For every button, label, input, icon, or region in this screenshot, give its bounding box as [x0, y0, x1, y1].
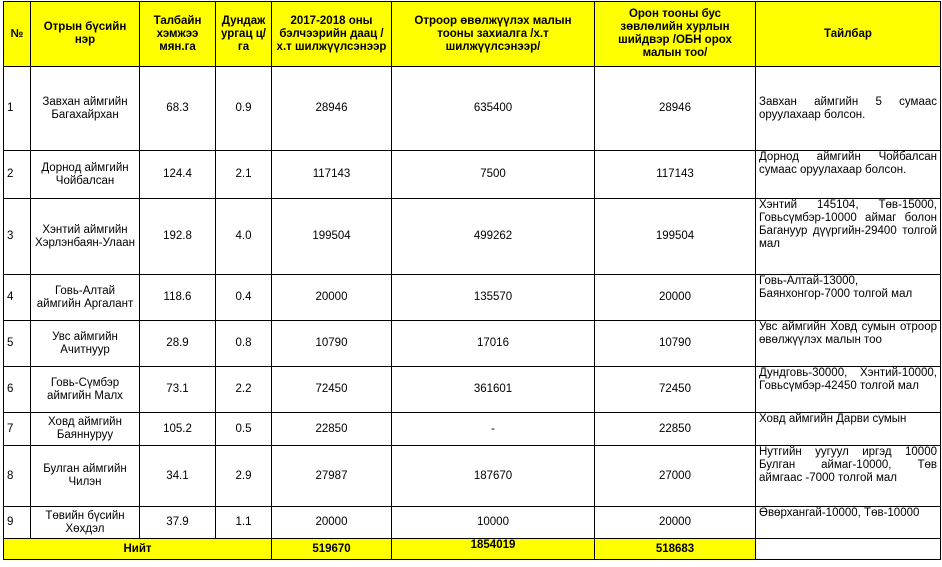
cell-stock: 72450 — [272, 367, 392, 413]
cell-name: Төвийн бүсийн Хөхдэл — [31, 507, 140, 539]
cell-stock: 27987 — [272, 446, 392, 507]
table-row — [4, 507, 941, 539]
cell-yield: 4.0 — [216, 199, 272, 275]
cell-no: 5 — [4, 321, 31, 367]
cell-stock: 22850 — [272, 413, 392, 446]
cell-area: 105.2 — [140, 413, 216, 446]
cell-no: 6 — [4, 367, 31, 413]
cell-no: 8 — [4, 446, 31, 507]
cell-request: 10000 — [392, 507, 595, 539]
header-no: № — [4, 2, 31, 67]
total-request: 1854019 — [392, 539, 595, 560]
total-approved: 518683 — [595, 539, 756, 560]
cell-note: Увс аймгийн Ховд сумын отроор өвөлжүүлэх малын тоо — [756, 321, 941, 367]
header-row — [4, 2, 941, 67]
cell-request: 17016 — [392, 321, 595, 367]
cell-note: Хэнтий 145104, Төв-15000, Говьсүмбэр-10000 аймаг болон Багануур дүүргийн-29400 толгой мал — [756, 199, 941, 275]
header-request: Отроор өвөлжүүлэх малын тооны захиалга /х.т шилжүүлсэнээр/ — [392, 2, 595, 67]
cell-stock: 117143 — [272, 151, 392, 199]
cell-area: 118.6 — [140, 275, 216, 321]
cell-stock: 199504 — [272, 199, 392, 275]
cell-area: 37.9 — [140, 507, 216, 539]
table-row — [4, 67, 941, 151]
table-row — [4, 446, 941, 507]
cell-no: 3 — [4, 199, 31, 275]
cell-approved: 199504 — [595, 199, 756, 275]
cell-name: Завхан аймгийн Багахайрхан — [31, 67, 140, 151]
cell-name: Говь-Сүмбэр аймгийн Малх — [31, 367, 140, 413]
cell-stock: 28946 — [272, 67, 392, 151]
cell-request: 135570 — [392, 275, 595, 321]
livestock-table — [3, 1, 941, 560]
cell-yield: 0.9 — [216, 67, 272, 151]
header-approved: Орон тооны бус зөвлөлийн хурлын шийдвэр /ОБН орох малын тоо/ — [595, 2, 756, 67]
table-row — [4, 321, 941, 367]
cell-yield: 0.4 — [216, 275, 272, 321]
cell-stock: 20000 — [272, 507, 392, 539]
total-note-empty — [756, 539, 941, 560]
cell-no: 1 — [4, 67, 31, 151]
cell-approved: 72450 — [595, 367, 756, 413]
cell-area: 192.8 — [140, 199, 216, 275]
total-stock: 519670 — [272, 539, 392, 560]
cell-no: 2 — [4, 151, 31, 199]
cell-note: Завхан аймгийн 5 сумаас оруулахаар болсон. — [756, 67, 941, 151]
header-stock: 2017-2018 оны бэлчээрийн даац /х.т шилжүүлсэнээр — [272, 2, 392, 67]
total-row — [4, 539, 941, 560]
cell-approved: 117143 — [595, 151, 756, 199]
cell-yield: 2.2 — [216, 367, 272, 413]
cell-yield: 1.1 — [216, 507, 272, 539]
cell-approved: 28946 — [595, 67, 756, 151]
cell-note: Өвөрхангай-10000, Төв-10000 — [756, 507, 941, 539]
cell-stock: 10790 — [272, 321, 392, 367]
cell-note: Говь-Алтай-13000, Баянхонгор-7000 толгой мал — [756, 275, 941, 321]
cell-area: 28.9 — [140, 321, 216, 367]
cell-name: Говь-Алтай аймгийн Аргалант — [31, 275, 140, 321]
cell-name: Булган аймгийн Чилэн — [31, 446, 140, 507]
cell-request: 635400 — [392, 67, 595, 151]
cell-yield: 2.9 — [216, 446, 272, 507]
cell-no: 4 — [4, 275, 31, 321]
table-row — [4, 199, 941, 275]
cell-name: Ховд аймгийн Баяннуруу — [31, 413, 140, 446]
cell-area: 34.1 — [140, 446, 216, 507]
cell-name: Хэнтий аймгийн Хэрлэнбаян-Улаан — [31, 199, 140, 275]
cell-request: 361601 — [392, 367, 595, 413]
cell-note: Ховд аймгийн Дарви сумын — [756, 413, 941, 446]
cell-note: Нутгийн уугуул иргэд 10000 Булган аймаг-10000, Төв аймгаас -7000 толгой мал — [756, 446, 941, 507]
cell-yield: 0.8 — [216, 321, 272, 367]
cell-note: Дорнод аймгийн Чойбалсан сумаас оруулахаар болсон. — [756, 151, 941, 199]
cell-name: Увс аймгийн Ачитнуур — [31, 321, 140, 367]
cell-stock: 20000 — [272, 275, 392, 321]
table-row — [4, 367, 941, 413]
cell-approved: 27000 — [595, 446, 756, 507]
cell-area: 73.1 — [140, 367, 216, 413]
header-area: Талбайн хэмжээ мян.га — [140, 2, 216, 67]
cell-approved: 20000 — [595, 507, 756, 539]
cell-request: 187670 — [392, 446, 595, 507]
cell-name: Дорнод аймгийн Чойбалсан — [31, 151, 140, 199]
header-name: Отрын бүсийн нэр — [31, 2, 140, 67]
cell-request: 499262 — [392, 199, 595, 275]
cell-area: 68.3 — [140, 67, 216, 151]
table-row — [4, 151, 941, 199]
cell-no: 7 — [4, 413, 31, 446]
cell-no: 9 — [4, 507, 31, 539]
cell-yield: 2.1 — [216, 151, 272, 199]
cell-approved: 10790 — [595, 321, 756, 367]
header-note: Тайлбар — [756, 2, 941, 67]
cell-approved: 22850 — [595, 413, 756, 446]
cell-note: Дундговь-30000, Хэнтий-10000, Говьсүмбэр-42450 толгой мал — [756, 367, 941, 413]
cell-request: 7500 — [392, 151, 595, 199]
cell-yield: 0.5 — [216, 413, 272, 446]
cell-area: 124.4 — [140, 151, 216, 199]
table-row — [4, 413, 941, 446]
header-yield: Дундаж ургац ц/га — [216, 2, 272, 67]
cell-approved: 20000 — [595, 275, 756, 321]
cell-request: - — [392, 413, 595, 446]
table-row — [4, 275, 941, 321]
total-label: Нийт — [4, 539, 272, 560]
